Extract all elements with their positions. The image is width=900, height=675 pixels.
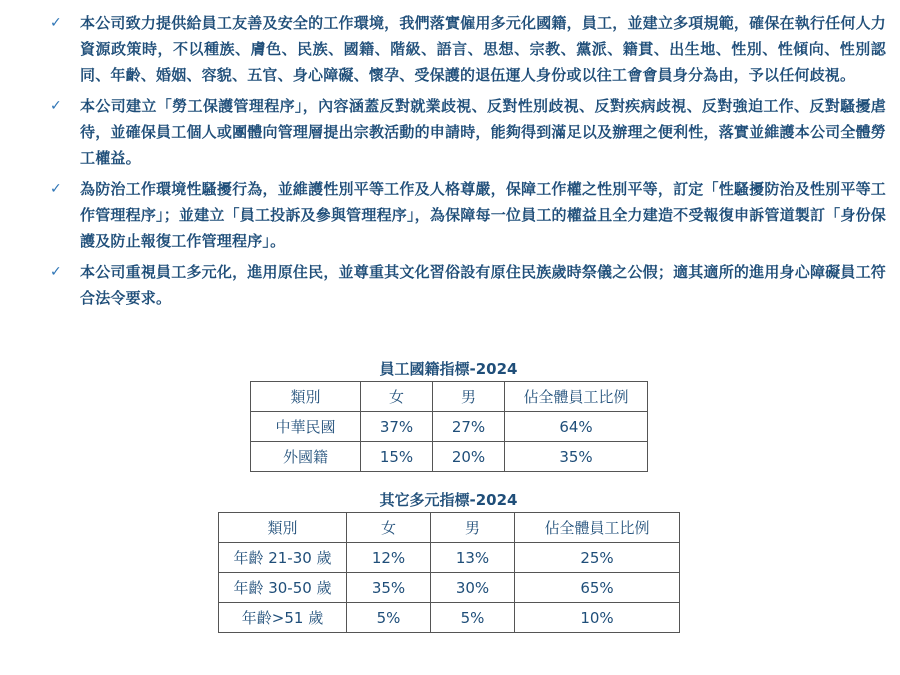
table-header-row xyxy=(219,513,680,543)
bullet-text: 為防治工作環境性騷擾行為，並維護性別平等工作及人格尊嚴，保障工作權之性別平等，訂定「性騷擾防治及性別平等工作管理程序」；並建立「員工投訴及參與管理程序」，為保障每一位員工的權益且全力建造不受報復申訴管道製訂「身份保護及防止報復工作管理程序」。 xyxy=(80,180,886,250)
table-cell: 中華民國 xyxy=(251,412,361,442)
bullet-text: 本公司建立「勞工保護管理程序」，內容涵蓋反對就業歧視、反對性別歧視、反對疾病歧視、反對強迫工作、反對騷擾虐待，並確保員工個人或團體向管理層提出宗教活動的申請時，能夠得到滿足以及辦理之便利性，落實並維護本公司全體勞工權益。 xyxy=(80,97,886,167)
header-cell: 男 xyxy=(433,382,505,412)
header-cell: 類別 xyxy=(251,382,361,412)
table-cell: 年齡 30-50 歲 xyxy=(219,573,347,603)
table-row xyxy=(219,543,680,573)
table-cell: 20% xyxy=(433,442,505,472)
header-cell: 佔全體員工比例 xyxy=(515,513,680,543)
bullet-text: 本公司致力提供給員工友善及安全的工作環境，我們落實僱用多元化國籍，員工，並建立多項規範，確保在執行任何人力資源政策時，不以種族、膚色、民族、國籍、階級、語言、思想、宗教、黨派、籍貫、出生地、性別、性傾向、性別認同、年齡、婚姻、容貌、五官、身心障礙、懷孕、受保護的退伍運人身份或以往工會會員身分為由，予以任何歧視。 xyxy=(80,14,886,84)
table-row xyxy=(219,603,680,633)
table-cell: 10% xyxy=(515,603,680,633)
table-cell: 15% xyxy=(361,442,433,472)
table-cell: 5% xyxy=(347,603,431,633)
nationality-table xyxy=(250,381,648,472)
bullet-item xyxy=(48,176,886,254)
header-cell: 女 xyxy=(347,513,431,543)
table-cell: 64% xyxy=(505,412,648,442)
table-row xyxy=(219,573,680,603)
table-cell: 年齡>51 歲 xyxy=(219,603,347,633)
table-cell: 外國籍 xyxy=(251,442,361,472)
table-cell: 27% xyxy=(433,412,505,442)
check-icon: ✓ xyxy=(50,15,62,31)
diversity-table xyxy=(218,512,680,633)
table-cell: 35% xyxy=(347,573,431,603)
header-cell: 類別 xyxy=(219,513,347,543)
bullet-item xyxy=(48,259,886,311)
header-cell: 女 xyxy=(361,382,433,412)
diversity-table-title: 其它多元指標-2024 xyxy=(379,491,518,509)
bullet-text: 本公司重視員工多元化，進用原住民，並尊重其文化習俗設有原住民族歲時祭儀之公假；適其適所的進用身心障礙員工符合法令要求。 xyxy=(80,263,886,307)
table-cell: 37% xyxy=(361,412,433,442)
table-cell: 12% xyxy=(347,543,431,573)
bullet-item xyxy=(48,93,886,171)
check-icon: ✓ xyxy=(50,181,62,197)
check-icon: ✓ xyxy=(50,264,62,280)
table-cell: 年齡 21-30 歲 xyxy=(219,543,347,573)
table-header-row xyxy=(251,382,648,412)
table-row xyxy=(251,412,648,442)
table-cell: 5% xyxy=(431,603,515,633)
policy-bullet-list xyxy=(48,10,886,316)
table-cell: 35% xyxy=(505,442,648,472)
nationality-table-title: 員工國籍指標-2024 xyxy=(379,360,518,378)
header-cell: 男 xyxy=(431,513,515,543)
table-cell: 25% xyxy=(515,543,680,573)
table-row xyxy=(251,442,648,472)
header-cell: 佔全體員工比例 xyxy=(505,382,648,412)
table-cell: 65% xyxy=(515,573,680,603)
check-icon: ✓ xyxy=(50,98,62,114)
table-cell: 13% xyxy=(431,543,515,573)
table-cell: 30% xyxy=(431,573,515,603)
bullet-item xyxy=(48,10,886,88)
